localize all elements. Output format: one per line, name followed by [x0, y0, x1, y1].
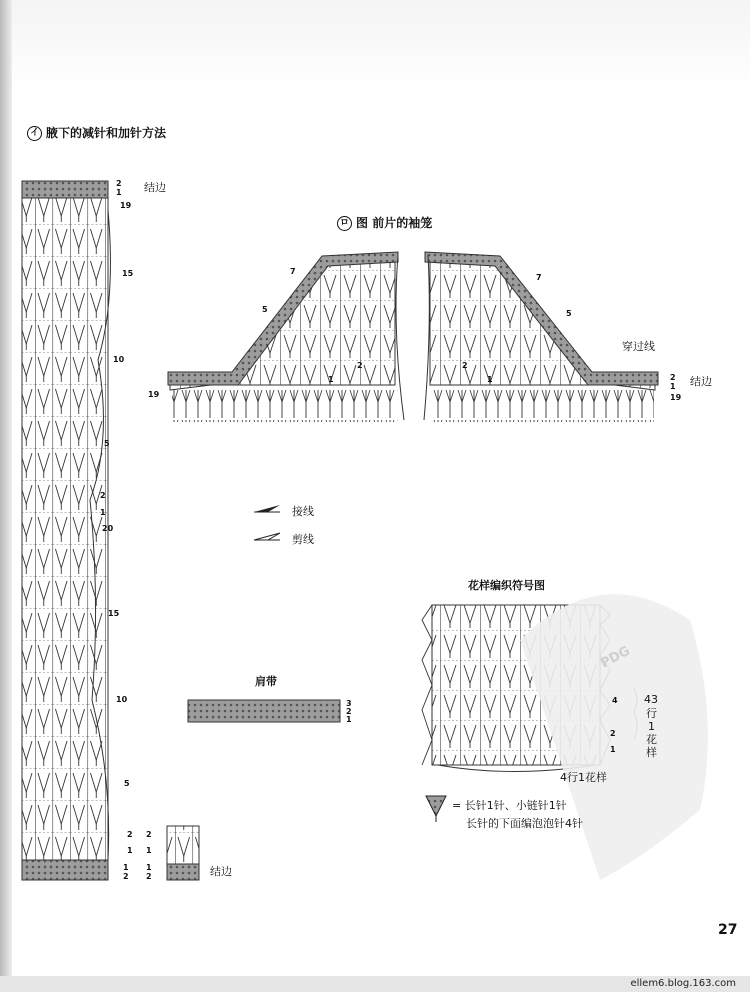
- armhole-bind-edge-label: 结边: [690, 375, 712, 388]
- row-marker: 2: [610, 729, 616, 738]
- armhole-marker: 1: [670, 382, 676, 391]
- section-a-badge: イ: [27, 126, 42, 141]
- symbol-line-1: = 长针1针、小链针1针: [452, 799, 567, 812]
- armhole-marker: 7: [290, 267, 296, 276]
- section-b-title-text: 前片的袖笼: [372, 216, 433, 230]
- repeat-rows-3: 1: [648, 720, 655, 733]
- armhole-marker: 7: [536, 273, 542, 282]
- stitch-chart-title: 花样编织符号图: [468, 579, 545, 592]
- marker: 10: [113, 355, 125, 364]
- inset-marker: 2: [146, 830, 152, 839]
- inset-marker: 1: [146, 863, 152, 872]
- page-number: 27: [718, 922, 738, 938]
- cluster-stitch-icon: [426, 796, 446, 822]
- armhole-marker: 5: [262, 305, 268, 314]
- inset-chart: [167, 826, 199, 880]
- armhole-marker: 2: [670, 373, 676, 382]
- armhole-left-piece: [168, 252, 404, 422]
- section-a-title: [27, 126, 166, 141]
- repeat-rows-2: 行: [646, 707, 657, 720]
- armhole-marker: 1: [487, 375, 493, 384]
- section-b-badge: ロ: [337, 216, 352, 231]
- symbol-line-2: 长针的下面编泡泡针4针: [466, 817, 583, 830]
- armhole-marker: 19: [670, 393, 682, 402]
- shoulder-marker: 3: [346, 699, 352, 708]
- marker: 10: [116, 695, 128, 704]
- section-b-label: 图: [356, 216, 369, 230]
- bind-edge-label: 结边: [144, 181, 166, 194]
- armhole-marker: 1: [328, 375, 334, 384]
- armhole-marker: 2: [462, 361, 468, 370]
- inset-marker: 1: [146, 846, 152, 855]
- marker: 5: [104, 439, 110, 448]
- marker: 15: [108, 609, 120, 618]
- underarm-chart: [22, 181, 110, 880]
- legend-join-label: 接线: [292, 505, 314, 518]
- marker: 15: [122, 269, 134, 278]
- repeat-rows-5: 样: [646, 746, 657, 759]
- marker: 2: [100, 491, 106, 500]
- armhole-marker: 19: [148, 390, 160, 399]
- watermark-text: PDG: [598, 643, 633, 672]
- repeat-rows-4: 花: [646, 733, 657, 746]
- marker: 19: [120, 201, 132, 210]
- marker: 1: [116, 188, 122, 197]
- marker: 20: [102, 524, 114, 533]
- row-marker: 4: [612, 696, 618, 705]
- cut-yarn-icon: [254, 533, 280, 540]
- thread-note: 穿过线: [622, 340, 655, 353]
- footer-url: ellem6.blog.163.com: [630, 978, 736, 989]
- marker: 5: [124, 779, 130, 788]
- marker: 2: [127, 830, 133, 839]
- shoulder-marker: 2: [346, 707, 352, 716]
- marker: 2: [116, 179, 122, 188]
- inset-marker: 2: [146, 872, 152, 881]
- section-a-title-text: 腋下的减针和加针方法: [46, 126, 167, 140]
- inset-bind-edge-label: 结边: [210, 865, 232, 878]
- shoulder-strap-chart: [188, 700, 340, 722]
- marker: 1: [127, 846, 133, 855]
- section-b-title: [337, 216, 432, 231]
- join-yarn-icon: [254, 505, 280, 512]
- marker: 1: [123, 863, 129, 872]
- marker: 1: [100, 508, 106, 517]
- repeat-rows-1: 43: [644, 693, 658, 706]
- shoulder-title: 肩带: [255, 675, 277, 688]
- marker: 2: [123, 872, 129, 881]
- row-marker: 1: [610, 745, 616, 754]
- armhole-marker: 2: [357, 361, 363, 370]
- legend-cut-label: 剪线: [292, 533, 314, 546]
- armhole-marker: 5: [566, 309, 572, 318]
- shoulder-marker: 1: [346, 715, 352, 724]
- footer-bar: [0, 976, 750, 992]
- repeat-stitches: 4行1花样: [560, 771, 607, 784]
